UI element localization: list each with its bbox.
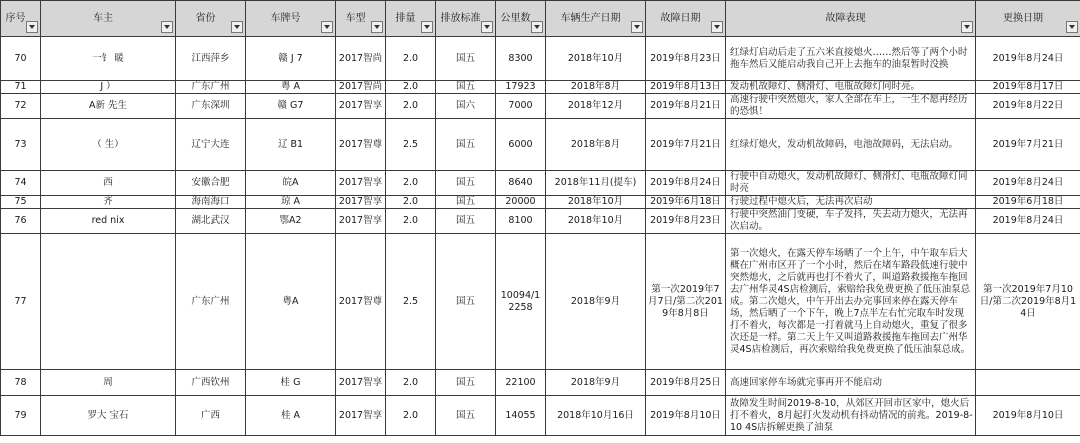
column-header-label: 序号 (5, 12, 26, 24)
column-header-label: 公里数 (500, 12, 531, 24)
cell-province[interactable]: 海南海口 (176, 196, 246, 209)
cell-province[interactable]: 广西 (176, 396, 246, 436)
cell-fault_desc[interactable]: 发动机故障灯、侧滑灯、电瓶故障灯同时亮。 (726, 81, 976, 94)
column-header-label: 故障表现 (825, 12, 866, 24)
cell-mileage[interactable]: 7000 (496, 94, 546, 119)
cell-fault_date[interactable]: 2019年8月13日 (646, 81, 726, 94)
cell-province[interactable]: 江西萍乡 (176, 37, 246, 81)
cell-province[interactable]: 广东广州 (176, 234, 246, 370)
cell-fault_desc[interactable]: 高速回家停车场就完事再开不能启动 (726, 370, 976, 396)
filter-dropdown-icon[interactable] (631, 21, 643, 33)
column-header-label: 车牌号 (270, 12, 301, 24)
cell-emission[interactable]: 国六 (436, 94, 496, 119)
cell-owner[interactable]: red nix (41, 209, 176, 234)
cell-emission[interactable]: 国五 (436, 81, 496, 94)
filter-dropdown-icon[interactable] (421, 21, 433, 33)
cell-plate[interactable]: 赣 G7 (246, 94, 336, 119)
cell-plate[interactable]: 皖A (246, 171, 336, 196)
cell-plate[interactable]: 鄂A2 (246, 209, 336, 234)
cell-model[interactable]: 2017智尚 (336, 37, 386, 81)
cell-owner[interactable]: 周 (41, 370, 176, 396)
cell-mileage[interactable]: 22100 (496, 370, 546, 396)
cell-displacement[interactable]: 2.0 (386, 196, 436, 209)
cell-owner[interactable]: 西 (41, 171, 176, 196)
cell-mileage[interactable]: 10094/12258 (496, 234, 546, 370)
table-row (1, 81, 1080, 94)
cell-seq[interactable]: 73 (1, 119, 41, 171)
cell-owner[interactable]: A新 先生 (41, 94, 176, 119)
cell-displacement[interactable]: 2.5 (386, 234, 436, 370)
cell-prod_date[interactable]: 2018年10月 (546, 196, 646, 209)
filter-dropdown-icon[interactable] (161, 21, 173, 33)
cell-model[interactable]: 2017智享 (336, 370, 386, 396)
cell-prod_date[interactable]: 2018年8月 (546, 119, 646, 171)
cell-plate[interactable]: 辽 B1 (246, 119, 336, 171)
column-header-fault_date (646, 1, 726, 37)
filter-dropdown-icon[interactable] (231, 21, 243, 33)
column-header-label: 车型 (345, 12, 366, 24)
cell-plate[interactable]: 粤A (246, 234, 336, 370)
cell-seq[interactable]: 76 (1, 209, 41, 234)
column-header-province (176, 1, 246, 37)
cell-replace_date[interactable] (976, 370, 1080, 396)
table-row (1, 37, 1080, 81)
cell-fault_desc[interactable]: 第一次熄火，在露天停车场晒了一个上午，中午取车后大概在广州市区开了一个小时，然后在堵车路段低速行驶中突然熄火，之后就再也打不着火了，叫道路救援拖车拖回去广州华灵4S店检测后，索赔给我免费更换了低压油泵总成。第二次熄火，中午开出去办完事回来停在露天停车场，然后晒了一个下午，晚上7点半左右忙完取车时发现打不着火，每次都是一打着就马上自动熄火，重复了很多次还是一样。第二天上午又叫道路救援拖车拖回去广州华灵4S店检测后，再次索赔给我免费更换了低压油泵总成。 (726, 234, 976, 370)
column-header-seq (1, 1, 41, 37)
cell-prod_date[interactable]: 2018年9月 (546, 370, 646, 396)
column-header-owner (41, 1, 176, 37)
cell-model[interactable]: 2017智尚 (336, 81, 386, 94)
header-row (1, 1, 1080, 37)
cell-replace_date[interactable]: 2019年8月17日 (976, 81, 1080, 94)
cell-mileage[interactable]: 8100 (496, 209, 546, 234)
filter-dropdown-icon[interactable] (481, 21, 493, 33)
cell-province[interactable]: 广东深圳 (176, 94, 246, 119)
cell-province[interactable]: 安徽合肥 (176, 171, 246, 196)
cell-fault_date[interactable]: 2019年6月18日 (646, 196, 726, 209)
cell-fault_date[interactable]: 2019年8月24日 (646, 171, 726, 196)
cell-mileage[interactable]: 8300 (496, 37, 546, 81)
column-header-label: 排放标准 (440, 12, 481, 24)
filter-dropdown-icon[interactable] (531, 21, 543, 33)
cell-emission[interactable]: 国五 (436, 396, 496, 436)
cell-prod_date[interactable]: 2018年8月 (546, 81, 646, 94)
cell-fault_desc[interactable]: 红绿灯熄火，发动机故障码，电池故障码，无法启动。 (726, 119, 976, 171)
cell-prod_date[interactable]: 2018年9月 (546, 234, 646, 370)
cell-replace_date[interactable]: 2019年8月22日 (976, 94, 1080, 119)
cell-fault_desc[interactable]: 行驶过程中熄火后，无法再次启动 (726, 196, 976, 209)
table-row (1, 94, 1080, 119)
cell-prod_date[interactable]: 2018年10月 (546, 37, 646, 81)
cell-fault_date[interactable]: 2019年7月21日 (646, 119, 726, 171)
cell-prod_date[interactable]: 2018年10月16日 (546, 396, 646, 436)
column-header-replace_date (976, 1, 1080, 37)
column-header-label: 车主 (93, 12, 113, 24)
filter-dropdown-icon[interactable] (26, 21, 38, 33)
cell-emission[interactable]: 国五 (436, 196, 496, 209)
cell-displacement[interactable]: 2.0 (386, 370, 436, 396)
table-row (1, 370, 1080, 396)
cell-model[interactable]: 2017智享 (336, 396, 386, 436)
table-row (1, 119, 1080, 171)
column-header-label: 排量 (395, 12, 416, 24)
cell-fault_date[interactable]: 2019年8月21日 (646, 94, 726, 119)
table-row (1, 196, 1080, 209)
cell-replace_date[interactable]: 2019年8月10日 (976, 396, 1080, 436)
column-header-label: 更换日期 (1003, 12, 1043, 24)
cell-emission[interactable]: 国五 (436, 370, 496, 396)
column-header-mileage (496, 1, 546, 37)
cell-seq[interactable]: 77 (1, 234, 41, 370)
cell-displacement[interactable]: 2.0 (386, 396, 436, 436)
cell-model[interactable]: 2017智享 (336, 196, 386, 209)
cell-fault_desc[interactable]: 故障发生时间2019-8-10，从郊区开回市区家中，熄火后打不着火，8月起打火发动机有抖动情况的前兆。2019-8-10 4S店拆解更换了油泵 (726, 396, 976, 436)
cell-replace_date[interactable]: 2019年6月18日 (976, 196, 1080, 209)
cell-province[interactable]: 广西钦州 (176, 370, 246, 396)
filter-dropdown-icon[interactable] (711, 21, 723, 33)
cell-displacement[interactable]: 2.0 (386, 81, 436, 94)
table-row (1, 209, 1080, 234)
cell-province[interactable]: 辽宁大连 (176, 119, 246, 171)
cell-prod_date[interactable]: 2018年11月(提车) (546, 171, 646, 196)
cell-fault_date[interactable]: 2019年8月23日 (646, 37, 726, 81)
cell-owner[interactable]: J ） (41, 81, 176, 94)
cell-owner[interactable]: 齐 (41, 196, 176, 209)
cell-model[interactable]: 2017智尊 (336, 119, 386, 171)
column-header-label: 故障日期 (660, 12, 701, 24)
cell-owner[interactable]: （ 生） (41, 119, 176, 171)
filter-dropdown-icon[interactable] (1066, 21, 1078, 33)
cell-emission[interactable]: 国五 (436, 37, 496, 81)
cell-seq[interactable]: 72 (1, 94, 41, 119)
cell-mileage[interactable]: 14055 (496, 396, 546, 436)
cell-model[interactable]: 2017智享 (336, 209, 386, 234)
table-row (1, 171, 1080, 196)
cell-seq[interactable]: 78 (1, 370, 41, 396)
table-row (1, 234, 1080, 370)
cell-owner[interactable]: 罗大 宝石 (41, 396, 176, 436)
cell-displacement[interactable]: 2.0 (386, 37, 436, 81)
cell-seq[interactable]: 79 (1, 396, 41, 436)
cell-displacement[interactable]: 2.0 (386, 94, 436, 119)
cell-seq[interactable]: 75 (1, 196, 41, 209)
cell-mileage[interactable]: 17923 (496, 81, 546, 94)
cell-mileage[interactable]: 8640 (496, 171, 546, 196)
cell-seq[interactable]: 74 (1, 171, 41, 196)
cell-replace_date[interactable]: 2019年8月24日 (976, 37, 1080, 81)
cell-plate[interactable]: 桂 G (246, 370, 336, 396)
cell-seq[interactable]: 71 (1, 81, 41, 94)
cell-replace_date[interactable]: 2019年7月21日 (976, 119, 1080, 171)
table-row (1, 396, 1080, 436)
cell-displacement[interactable]: 2.5 (386, 119, 436, 171)
column-header-label: 省份 (195, 12, 216, 24)
cell-owner[interactable] (41, 234, 176, 370)
cell-province[interactable]: 广东广州 (176, 81, 246, 94)
cell-seq[interactable]: 70 (1, 37, 41, 81)
column-header-prod_date (546, 1, 646, 37)
filter-dropdown-icon[interactable] (961, 21, 973, 33)
cell-fault_desc[interactable]: 行驶中自动熄火，发动机故障灯、侧滑灯、电瓶故障灯同时亮 (726, 171, 976, 196)
cell-replace_date[interactable]: 第一次2019年7月10日/第二次2019年8月14日 (976, 234, 1080, 370)
table-body (1, 37, 1080, 436)
cell-emission[interactable]: 国五 (436, 234, 496, 370)
cell-plate[interactable]: 琼 A (246, 196, 336, 209)
filter-dropdown-icon[interactable] (321, 21, 333, 33)
column-header-plate (246, 1, 336, 37)
cell-plate[interactable]: 桂 A (246, 396, 336, 436)
filter-dropdown-icon[interactable] (371, 21, 383, 33)
cell-model[interactable]: 2017智享 (336, 94, 386, 119)
cell-province[interactable]: 湖北武汉 (176, 209, 246, 234)
cell-replace_date[interactable]: 2019年8月24日 (976, 171, 1080, 196)
cell-model[interactable]: 2017智享 (336, 171, 386, 196)
cell-prod_date[interactable]: 2018年10月 (546, 209, 646, 234)
cell-emission[interactable]: 国五 (436, 209, 496, 234)
column-header-displacement (386, 1, 436, 37)
cell-prod_date[interactable]: 2018年12月 (546, 94, 646, 119)
cell-emission[interactable]: 国五 (436, 171, 496, 196)
cell-fault_date[interactable]: 2019年8月25日 (646, 370, 726, 396)
cell-mileage[interactable]: 20000 (496, 196, 546, 209)
column-header-emission (436, 1, 496, 37)
column-header-label: 车辆生产日期 (560, 12, 621, 24)
column-header-model (336, 1, 386, 37)
cell-fault_date[interactable]: 2019年8月10日 (646, 396, 726, 436)
cell-displacement[interactable]: 2.0 (386, 209, 436, 234)
cell-fault_desc[interactable]: 红绿灯启动后走了五六米直接熄火……然后等了两个小时拖车然后又能启动我自己开上去拖车的油泵暂时没换 (726, 37, 976, 81)
cell-displacement[interactable]: 2.0 (386, 171, 436, 196)
column-header-fault_desc (726, 1, 976, 37)
cell-fault_desc[interactable]: 高速行驶中突然熄火，家人全部在车上，一生不愿再经历的恐惧！ (726, 94, 976, 119)
cell-mileage[interactable]: 6000 (496, 119, 546, 171)
cell-plate[interactable]: 赣 J 7 (246, 37, 336, 81)
cell-replace_date[interactable]: 2019年8月24日 (976, 209, 1080, 234)
cell-emission[interactable]: 国五 (436, 119, 496, 171)
cell-plate[interactable]: 粤 A (246, 81, 336, 94)
cell-model[interactable]: 2017智尊 (336, 234, 386, 370)
cell-fault_desc[interactable]: 行驶中突然油门变硬，车子发抖，失去动力熄火，无法再次启动。 (726, 209, 976, 234)
cell-owner[interactable]: 一钅 暖 (41, 37, 176, 81)
cell-fault_date[interactable]: 第一次2019年7月7日/第二次2019年8月8日 (646, 234, 726, 370)
cell-fault_date[interactable]: 2019年8月23日 (646, 209, 726, 234)
